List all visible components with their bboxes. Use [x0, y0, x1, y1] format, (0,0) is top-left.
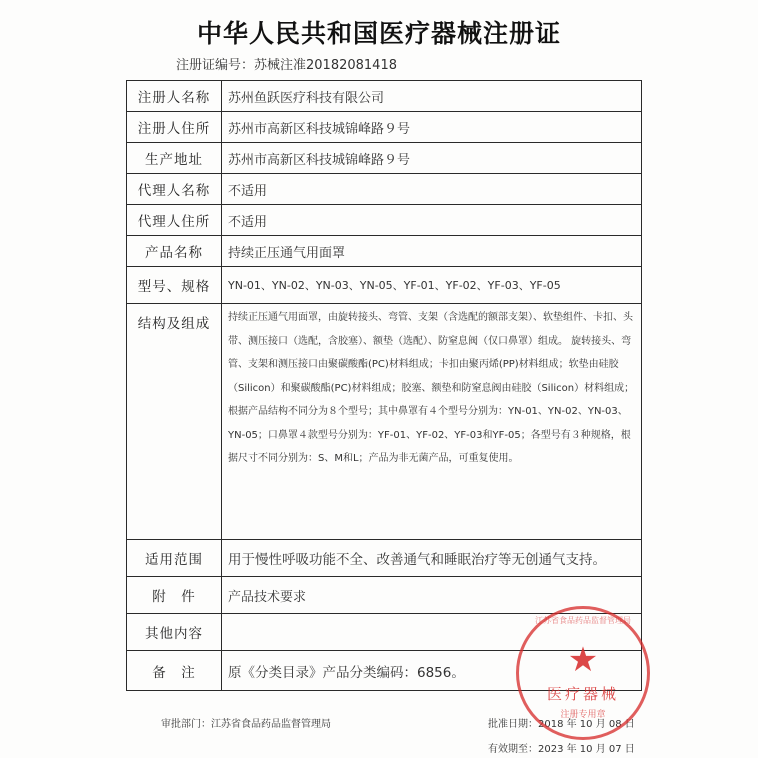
row-value: 不适用 [222, 174, 642, 205]
row-value: 苏州鱼跃医疗科技有限公司 [222, 81, 642, 112]
table-row [127, 143, 642, 174]
registration-number: 注册证编号：苏械注准20182081418 [176, 58, 397, 73]
row-value [222, 614, 642, 651]
approver: 审批部门：江苏省食品药品监督管理局 [161, 719, 331, 730]
row-label: 代理人住所 [127, 205, 222, 236]
table-row [127, 267, 642, 304]
table-row [127, 304, 642, 540]
star-icon: ★ [567, 640, 599, 680]
row-value: 苏州市高新区科技城锦峰路９号 [222, 112, 642, 143]
seal-center-text: 医疗器械 [546, 685, 619, 703]
row-value: 用于慢性呼吸功能不全、改善通气和睡眠治疗等无创通气支持。 [222, 540, 642, 577]
row-label: 代理人名称 [127, 174, 222, 205]
row-value: 苏州市高新区科技城锦峰路９号 [222, 143, 642, 174]
table-row [127, 112, 642, 143]
row-value: 产品技术要求 [222, 577, 642, 614]
row-label: 型号、规格 [127, 267, 222, 304]
approval-date: 批准日期：2018 年 10 月 08 日 [488, 719, 635, 730]
row-value: 持续正压通气用面罩，由旋转接头、弯管、支架（含选配的额部支架）、软垫组件、卡扣、头带、测压接口（选配，含胶塞）、额垫（选配）、防窒息阀（仅口鼻罩）组成。 旋转接头、弯管、支架和测压接口由聚碳酸酯(PC)材料组成；卡扣由聚丙烯(PP)材料组成；软垫由硅胶（Silicon）和聚碳酸酯(PC)材料组成；胶塞、额垫和防窒息阀由硅胶（Silicon）材料组成；根据产品结构不同分为８个型号；其中鼻罩有４个型号分别为：YN-01、YN-02、YN-03、YN-05；口鼻罩４款型号分别为：YF-01、YF-02、YF-03和YF-05；各型号有３种规格，根据尺寸不同分别为：S、M和L；产品为非无菌产品，可重复使用。 [222, 304, 642, 540]
row-value: 持续正压通气用面罩 [222, 236, 642, 267]
table-row [127, 81, 642, 112]
seal-bottom-text: 注册专用章 [560, 710, 606, 720]
row-label: 产品名称 [127, 236, 222, 267]
valid-until: 有效期至：2023 年 10 月 07 日 [488, 744, 635, 755]
table-row [127, 236, 642, 267]
row-label: 其他内容 [127, 614, 222, 651]
table-row [127, 651, 642, 691]
certificate-title: 中华人民共和国医疗器械注册证 [196, 19, 561, 48]
table-row [127, 205, 642, 236]
table-row [127, 577, 642, 614]
row-label: 适用范围 [127, 540, 222, 577]
row-label: 附 件 [127, 577, 222, 614]
certificate-table [126, 80, 642, 691]
row-label: 生产地址 [127, 143, 222, 174]
row-label: 注册人住所 [127, 112, 222, 143]
row-value: 不适用 [222, 205, 642, 236]
table-row [127, 540, 642, 577]
row-label: 注册人名称 [127, 81, 222, 112]
table-row [127, 174, 642, 205]
row-value: YN-01、YN-02、YN-03、YN-05、YF-01、YF-02、YF-03、YF-05 [222, 267, 642, 304]
row-label: 结构及组成 [127, 304, 222, 540]
row-value: 原《分类目录》产品分类编码：6856。 [222, 651, 642, 691]
seal-arc-text: 江苏省食品药品监督管理局 [535, 616, 631, 625]
table-row [127, 614, 642, 651]
row-label: 备 注 [127, 651, 222, 691]
